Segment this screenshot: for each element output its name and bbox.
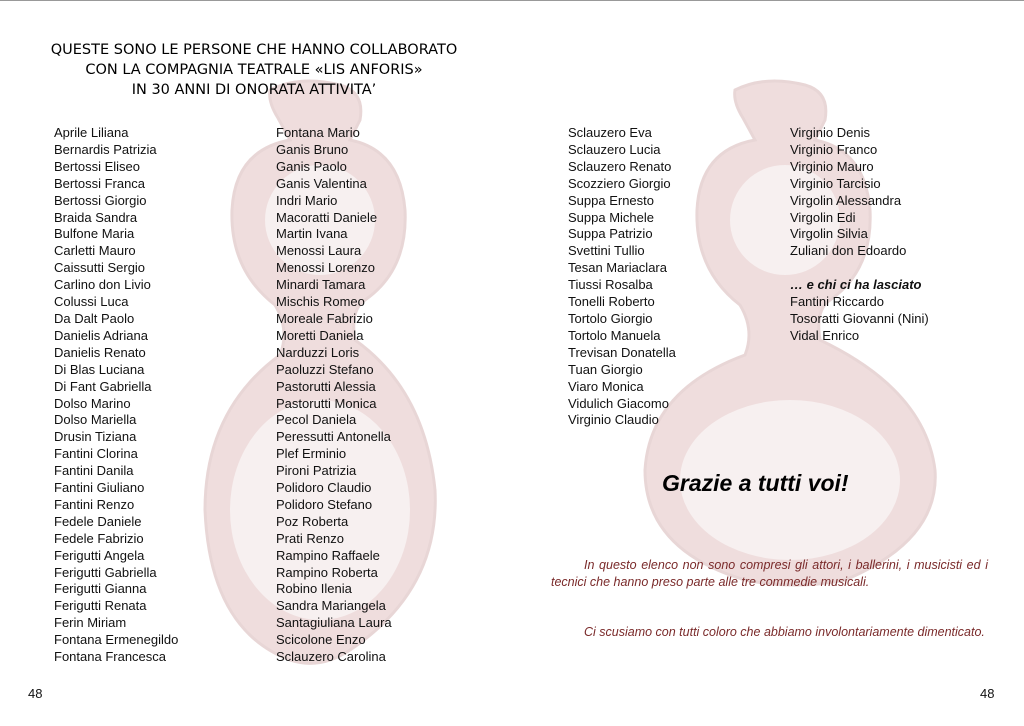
name-entry: Macoratti Daniele [276, 209, 378, 225]
name-entry: Fontana Francesca [54, 649, 167, 665]
name-entry: Ferin Miriam [54, 615, 127, 631]
name-entry: Tuan Giorgio [568, 361, 643, 377]
name-entry: Ganis Bruno [276, 141, 349, 157]
memorial-section [790, 277, 929, 345]
name-entry: Virginio Tarcisio [790, 175, 881, 191]
name-entry: Bernardis Patrizia [54, 141, 157, 157]
name-entry: Fantini Giuliano [54, 480, 145, 496]
name-entry: Ferigutti Angela [54, 547, 145, 563]
name-entry: Scicolone Enzo [276, 632, 366, 648]
name-entry: Virginio Franco [790, 141, 878, 157]
name-entry: Moreale Fabrizio [276, 310, 373, 326]
name-entry: Viaro Monica [568, 378, 644, 394]
name-entry: Fedele Daniele [54, 513, 142, 529]
page-number-right: 48 [980, 686, 995, 701]
top-border-line [0, 0, 1024, 1]
name-entry: Tortolo Manuela [568, 327, 661, 343]
name-entry: Suppa Patrizio [568, 226, 653, 242]
name-entry: Trevisan Donatella [568, 344, 676, 360]
name-entry: Bulfone Maria [54, 226, 135, 242]
title-line-3: IN 30 ANNI DI ONORATA ATTIVITA’ [131, 82, 377, 98]
name-entry: Virginio Denis [790, 125, 870, 140]
name-entry: Di Fant Gabriella [54, 378, 152, 394]
name-entry: Santagiuliana Laura [276, 615, 392, 631]
name-entry: Sclauzero Eva [568, 125, 652, 140]
note-apology: Ci scusiamo con tutti coloro che abbiamo involontariamente dimenticato. [584, 625, 985, 639]
name-entry: Tiussi Rosalba [568, 277, 653, 293]
name-entry: Tonelli Roberto [568, 294, 655, 310]
name-entry: Indri Mario [276, 192, 338, 208]
name-entry: Sandra Mariangela [276, 598, 386, 614]
name-entry: Braida Sandra [54, 209, 138, 225]
name-entry: Colussi Luca [54, 294, 129, 310]
name-entry: Virginio Mauro [790, 158, 874, 174]
name-entry: Tortolo Giorgio [568, 310, 653, 326]
name-entry: Di Blas Luciana [54, 361, 145, 377]
names-column-2 [276, 125, 392, 666]
name-entry: Virgolin Alessandra [790, 192, 902, 208]
name-entry: Carletti Mauro [54, 243, 136, 259]
name-entry: Ferigutti Gabriella [54, 564, 157, 580]
name-entry: Ferigutti Renata [54, 598, 147, 614]
name-entry: Menossi Laura [276, 243, 362, 259]
name-entry: Ganis Valentina [276, 175, 367, 191]
name-entry: Paoluzzi Stefano [276, 361, 374, 377]
name-entry: Peressutti Antonella [276, 429, 391, 445]
name-entry: Sclauzero Carolina [276, 649, 386, 665]
name-entry: Polidoro Claudio [276, 480, 372, 496]
name-entry: Aprile Liliana [54, 125, 129, 140]
name-entry: Virgolin Silvia [790, 226, 868, 242]
name-entry: Sclauzero Lucia [568, 141, 661, 157]
name-entry: Prati Renzo [276, 530, 344, 546]
title-line-2: CON LA COMPAGNIA TEATRALE «LIS ANFORIS» [85, 62, 423, 78]
name-entry: Bertossi Giorgio [54, 192, 147, 208]
name-entry: Fontana Ermenegildo [54, 632, 179, 648]
name-entry: Tesan Mariaclara [568, 260, 667, 276]
name-entry: Moretti Daniela [276, 327, 364, 343]
name-entry: Zuliani don Edoardo [790, 243, 907, 259]
name-entry: Sclauzero Renato [568, 158, 672, 174]
name-entry: Pironi Patrizia [276, 463, 357, 479]
note-excluded-roles: In questo elenco non sono compresi gli attori, i ballerini, i musicisti ed i tecnici che hanno preso parte alle tre commedie musicali. [551, 558, 988, 589]
name-entry: Pastorutti Alessia [276, 378, 376, 394]
name-entry: Rampino Raffaele [276, 547, 380, 563]
name-entry: Da Dalt Paolo [54, 310, 135, 326]
name-entry: Poz Roberta [276, 513, 349, 529]
title-line-1: QUESTE SONO LE PERSONE CHE HANNO COLLABORATO [50, 42, 458, 58]
name-entry: Martin Ivana [276, 226, 348, 242]
name-entry: Danielis Adriana [54, 327, 148, 343]
name-entry: Mischis Romeo [276, 294, 365, 310]
name-entry: Carlino don Livio [54, 277, 151, 293]
name-entry: Fantini Danila [54, 463, 134, 479]
name-entry: Fantini Renzo [54, 496, 135, 512]
name-entry: Rampino Roberta [276, 564, 378, 580]
name-entry: Plef Erminio [276, 446, 347, 462]
page-number-left: 48 [28, 686, 43, 701]
name-entry: Suppa Ernesto [568, 192, 655, 208]
name-entry: Bertossi Eliseo [54, 158, 140, 174]
name-entry: Pastorutti Monica [276, 395, 377, 411]
name-entry: Fantini Clorina [54, 446, 138, 462]
memorial-name: Fantini Riccardo [790, 293, 884, 309]
name-entry: Virgolin Edi [790, 209, 856, 225]
name-entry: Svettini Tullio [568, 243, 645, 259]
name-entry: Fontana Mario [276, 125, 360, 140]
names-column-3 [568, 125, 676, 429]
memorial-name: Vidal Enrico [790, 327, 860, 343]
name-entry: Drusin Tiziana [54, 429, 137, 445]
name-entry: Dolso Mariella [54, 412, 137, 428]
name-entry: Menossi Lorenzo [276, 260, 375, 276]
name-entry: Suppa Michele [568, 209, 654, 225]
name-entry: Minardi Tamara [276, 277, 366, 293]
name-entry: Robino Ilenia [276, 581, 352, 597]
name-entry: Danielis Renato [54, 344, 146, 360]
thanks-heading: Grazie a tutti voi! [662, 470, 849, 496]
name-entry: Fedele Fabrizio [54, 530, 144, 546]
name-entry: Scozziero Giorgio [568, 175, 671, 191]
names-column-1 [54, 125, 178, 666]
name-entry: Pecol Daniela [276, 412, 357, 428]
name-entry: Ferigutti Gianna [54, 581, 147, 597]
memorial-heading: … e chi ci ha lasciato [790, 277, 922, 292]
name-entry: Vidulich Giacomo [568, 395, 669, 411]
page-title [24, 40, 484, 100]
names-column-4 [790, 125, 906, 260]
name-entry: Dolso Marino [54, 395, 131, 411]
name-entry: Narduzzi Loris [276, 344, 360, 360]
memorial-name: Tosoratti Giovanni (Nini) [790, 310, 929, 326]
name-entry: Polidoro Stefano [276, 496, 373, 512]
name-entry: Bertossi Franca [54, 175, 146, 191]
name-entry: Caissutti Sergio [54, 260, 146, 276]
name-entry: Ganis Paolo [276, 158, 347, 174]
name-entry: Virginio Claudio [568, 412, 659, 428]
